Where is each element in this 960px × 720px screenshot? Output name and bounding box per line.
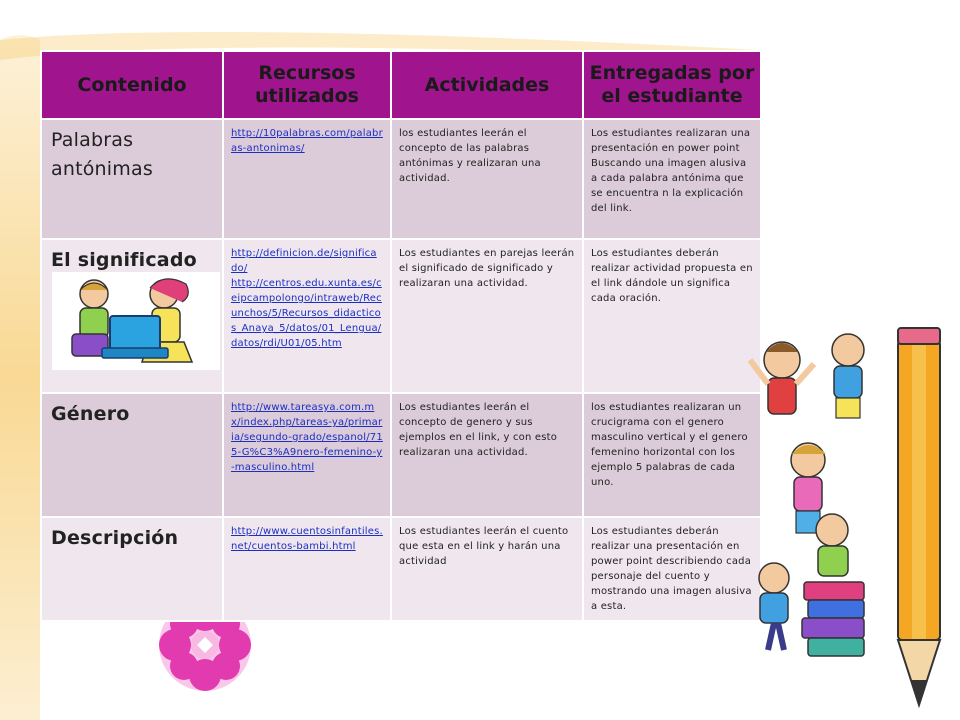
resource-link[interactable]: http://www.cuentosinfantiles.net/cuentos-bambi.html: [231, 526, 383, 552]
resource-link[interactable]: http://centros.edu.xunta.es/ceipcampolongo/intraweb/Recunchos/5/Recursos_didacticos_Anaya_5/datos/01_Lengua/datos/rdi/U01/05.htm: [231, 278, 382, 349]
resource-link[interactable]: http://definicion.de/significado/: [231, 248, 377, 274]
header-contenido: Contenido: [41, 51, 223, 119]
resources-cell: [223, 119, 391, 239]
delivered-text: Los estudiantes deberán realizar actividad propuesta en el link dándole un significa cada oración.: [591, 248, 753, 304]
activity-cell: Los estudiantes en parejas leerán el significado de significado y realizaran una actividad.: [391, 239, 583, 393]
table-row: [41, 119, 761, 239]
activity-cell: Los estudiantes leerán el concepto de genero y sus ejemplos en el link, y con esto realizaran una actividad.: [391, 393, 583, 517]
delivered-text: Los estudiantes deberán realizar una presentación en power point describiendo cada personaje del cuento y mostrando una imagen alusiva a esta.: [591, 526, 752, 612]
resource-link[interactable]: http://www.tareasya.com.mx/index.php/tareas-ya/primaria/segundo-grado/espanol/715-G%C3%A9nero-femenino-y-masculino.html: [231, 402, 383, 473]
activity-cell: los estudiantes leerán el concepto de las palabras antónimas y realizaran una actividad.: [391, 119, 583, 239]
resource-link[interactable]: http://10palabras.com/palabras-antonimas/: [231, 128, 383, 154]
activity-cell: Los estudiantes leerán el cuento que esta en el link y harán una actividad: [391, 517, 583, 621]
resources-cell: [223, 393, 391, 517]
delivered-text: Buscando una imagen alusiva a cada palabra antónima que se encuentra n la explicación del link.: [591, 158, 747, 214]
table-header-row: [41, 51, 761, 119]
delivered-cell: [583, 517, 761, 621]
resources-cell: [223, 517, 391, 621]
delivered-cell: [583, 119, 761, 239]
table-row: [41, 393, 761, 517]
topic-cell: Palabras antónimas: [41, 119, 223, 239]
delivered-cell: [583, 393, 761, 517]
topic-cell: El significado: [41, 239, 223, 393]
delivered-text: los estudiantes realizaran un crucigrama con el genero masculino vertical y el genero femenino horizontal con los ejemplo 5 palabras de cada uno.: [591, 402, 748, 488]
header-entregadas: Entregadas por el estudiante: [583, 51, 761, 119]
header-recursos: Recursos utilizados: [223, 51, 391, 119]
children-pencil-clipart-icon: [748, 320, 960, 720]
kids-laptop-clipart-icon: [52, 272, 220, 370]
table-row: [41, 517, 761, 621]
delivered-text: Los estudiantes realizaran una presentación en power point: [591, 128, 751, 154]
resources-cell: [223, 239, 391, 393]
topic-cell: Género: [41, 393, 223, 517]
delivered-cell: [583, 239, 761, 393]
header-actividades: Actividades: [391, 51, 583, 119]
topic-cell: Descripción: [41, 517, 223, 621]
